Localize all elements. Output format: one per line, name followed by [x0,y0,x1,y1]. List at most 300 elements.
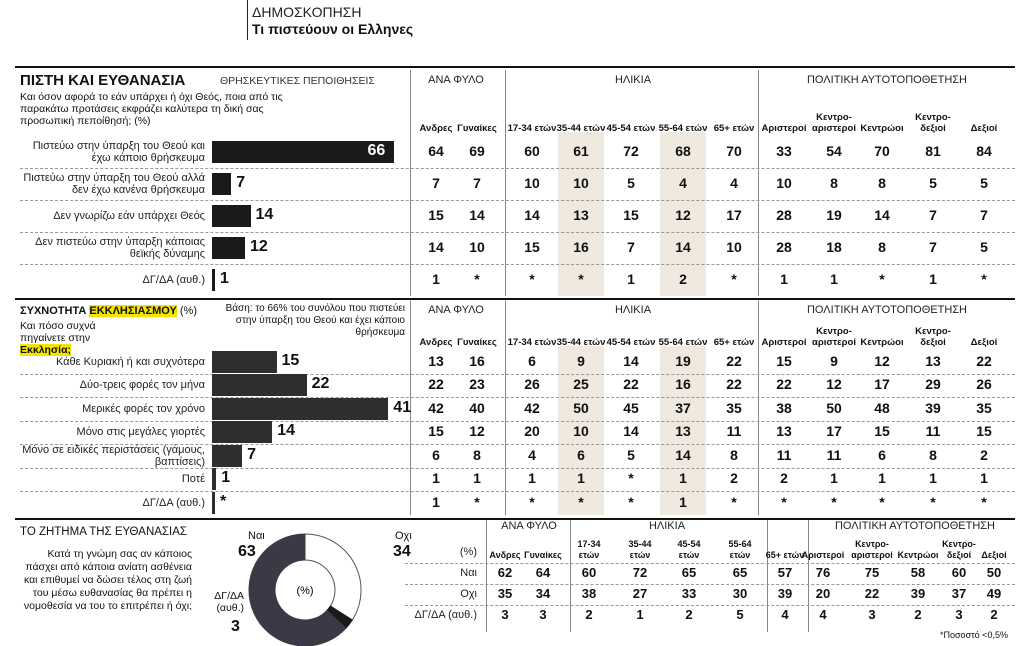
table-cell: * [474,493,480,510]
row-bar-value: 12 [250,238,268,255]
table-cell: * [981,271,987,287]
column-header: Κεντρώοι [860,123,904,134]
table-cell: 5 [980,239,988,255]
section1-question: Και όσον αφορά το εάν υπάρχει ή όχι Θεός, ποια από τις παρακάτω προτάσεις εκφράζει καλύτερα τη δική σας προσωπική πεποίθησή; (%) [20,91,283,127]
group-gender-header: ΑΝΑ ΦΥΛΟ [428,74,484,86]
table-cell: 15 [524,239,540,255]
header-subtitle: Τι πιστεύουν οι Ελληνες [252,21,414,37]
table-cell: 5 [929,175,937,191]
table-cell: 22 [726,352,742,369]
table-cell: 60 [581,565,597,580]
table-cell: 15 [623,207,639,223]
column-header: 65+ ετών [713,337,755,348]
row-bar [212,269,215,291]
row-label: Πιστεύω στην ύπαρξη του Θεού και έχω κάποιο θρήσκευμα [32,140,205,164]
row-bar [212,205,251,227]
table-cell: 10 [573,423,589,440]
table-cell: 14 [623,423,639,440]
table-cell: 22 [776,376,792,393]
table-cell: 14 [524,207,540,223]
table-cell: 7 [929,207,937,223]
section2-basis: Βάση: το 66% του συνόλου που πιστεύει στην ύπαρξη του Θεού και έχει κάποιο θρήσκευμα [225,303,405,338]
row-label: Δεν γνωρίζω εάν υπάρχει Θεός [53,210,205,222]
row-bar-value: 7 [247,445,256,463]
row-label: Ποτέ [181,473,205,486]
table-cell: 58 [910,565,926,580]
table-cell: 2 [585,607,593,622]
header-rule [247,0,248,40]
column-header: Αριστεροί [801,550,845,560]
column-header: Αριστεροί [761,337,807,348]
table-cell: 28 [776,239,792,255]
table-cell: 15 [874,423,890,440]
table-cell: 1 [980,470,988,487]
row-bar-value: 1 [221,469,231,487]
table-cell: 7 [473,175,481,191]
table-cell: * [529,271,535,287]
row-bar [212,421,272,443]
table-cell: 64 [428,143,444,159]
table-cell: * [628,470,634,487]
table-cell: 1 [577,470,585,487]
table-cell: 7 [929,239,937,255]
table-cell: 1 [878,470,886,487]
table-cell: 7 [432,175,440,191]
column-header: 17-34 ετών [507,337,557,348]
row-bar [212,398,388,420]
table-cell: 16 [675,376,691,393]
table-cell: 38 [776,399,792,416]
table-cell: 35 [976,399,992,416]
column-separator [410,70,411,296]
table-cell: 15 [428,207,444,223]
top-rule [15,66,1015,68]
table-cell: 72 [632,565,648,580]
row-bar-value: 7 [236,174,246,191]
column-header: Γυναίκες [457,337,497,348]
table-cell: 39 [910,586,926,601]
donut-no-slice [305,534,361,620]
table-cell: 25 [573,376,589,393]
table-cell: 9 [577,352,585,369]
table-cell: * [529,493,535,510]
table-cell: 22 [864,586,880,601]
table-cell: 12 [675,207,691,223]
column-header: 35-44 ετών [556,337,606,348]
row-bar [212,492,215,514]
table-cell: 30 [732,586,748,601]
table-cell: * [831,493,837,510]
table-cell: 23 [469,376,485,393]
table-cell: 2 [780,470,788,487]
table-cell: 10 [726,239,742,255]
row-label: Οχι [460,588,477,600]
table-cell: 19 [675,352,691,369]
table-cell: 17 [726,207,742,223]
table-cell: 16 [573,239,589,255]
table-cell: 22 [623,376,639,393]
row-divider [405,584,1015,585]
table-cell: 5 [627,175,635,191]
row-bar [212,468,216,490]
column-header: Κεντρο-δεξιοί [915,112,951,134]
table-cell: 1 [636,607,644,622]
donut-yes-label: Ναι [248,530,265,542]
table-cell: 15 [776,352,792,369]
column-header: Αριστεροί [761,123,807,134]
section3-question: Κατά τη γνώμη σας αν κάποιος πάσχει από κάποια ανίατη ασθένεια και επιθυμεί να δώσει τέλος στη ζωή του μέσω ευθανασίας θα πρέπει η νομοθεσία να του το επιτρέπει ή όχι; [23,548,192,612]
table-cell: 14 [623,352,639,369]
row-bar [212,351,277,373]
section2-title: ΣΥΧΝΟΤΗΤΑ ΕΚΚΛΗΣΙΑΣΜΟΥ (%) [20,305,197,317]
table-cell: 1 [929,271,937,287]
table-cell: 13 [776,423,792,440]
table-cell: 20 [524,423,540,440]
row-label: Κάθε Κυριακή ή και συχνότερα [55,355,205,368]
table-cell: 42 [524,399,540,416]
table-cell: 8 [878,175,886,191]
donut-center-label: (%) [296,585,314,597]
column-header: 17-34 ετών [507,123,557,134]
section3-title: ΤΟ ΖΗΤΗΜΑ ΤΗΣ ΕΥΘΑΝΑΣΙΑΣ [20,526,188,538]
table-cell: * [731,271,737,287]
table-cell: 8 [878,239,886,255]
table-cell: 19 [826,207,842,223]
column-header: 45-54 ετών [606,337,656,348]
row-bar [212,237,245,259]
column-header: Δεξιοί [970,123,998,134]
table-cell: 12 [826,376,842,393]
table-cell: 37 [951,586,967,601]
table-cell: 13 [428,352,444,369]
table-cell: 4 [781,607,789,622]
column-header: Κεντρο-δεξιοί [915,326,951,348]
table-cell: 1 [679,493,687,510]
table-cell: 5 [627,446,635,463]
table-cell: 1 [830,271,838,287]
row-label: Δύο-τρεις φορές τον μήνα [79,379,205,392]
table-cell: 14 [469,207,485,223]
column-header: Κεντρο-αριστεροί [812,112,856,134]
table-cell: 14 [428,239,444,255]
row-label: Μόνο σε ειδικές περιστάσεις (γάμους, βαπτίσεις) [22,443,205,468]
row-bar-value: 14 [277,422,295,440]
column-header: Γυναίκες [457,123,497,134]
table-cell: 17 [826,423,842,440]
table-cell: 10 [469,239,485,255]
table-cell: 70 [726,143,742,159]
table-cell: 33 [681,586,697,601]
column-header: Κεντρώοι [860,337,904,348]
group-age-header: ΗΛΙΚΙΑ [614,74,652,86]
row-bar-value: * [220,492,227,510]
row-divider [20,232,1015,233]
row-label: ΔΓ/ΔΑ (αυθ.) [414,609,477,621]
column-header: Ανδρες [489,550,521,560]
section1-title: ΠΙΣΤΗ ΚΑΙ ΕΥΘΑΝΑΣΙΑ [20,72,186,89]
row-label: ΔΓ/ΔΑ (αυθ.) [142,496,205,509]
row-bar [212,374,307,396]
column-header: 45-54 ετών [606,123,656,134]
table-cell: 2 [730,470,738,487]
row-bar-value: 66 [367,142,386,159]
row-bar [212,445,242,467]
donut-dk-label: ΔΓ/ΔΑ (αυθ.) [214,590,244,614]
table-cell: 13 [925,352,941,369]
table-cell: 29 [925,376,941,393]
table-cell: 3 [501,607,509,622]
table-cell: 75 [864,565,880,580]
table-cell: 57 [777,565,793,580]
table-cell: * [578,271,584,287]
column-separator [758,70,759,296]
table-cell: 50 [573,399,589,416]
column-header: Δεξιοί [981,550,1007,560]
row-bar [212,141,394,163]
column-header: Ανδρες [419,123,453,134]
column-separator [505,70,506,296]
table-cell: 2 [990,607,998,622]
section1-label: ΘΡΗΣΚΕΥΤΙΚΕΣ ΠΕΠΟΙΘΗΣΕΙΣ [220,75,375,87]
table-cell: 13 [675,423,691,440]
table-cell: 22 [976,352,992,369]
column-header: Γυναίκες [524,550,562,560]
section2-question: Και πόσο συχνά πηγαίνετε στην Εκκλησία; [20,320,96,356]
table-cell: 72 [623,143,639,159]
table-cell: 17 [874,376,890,393]
table-cell: 60 [524,143,540,159]
table-cell: 1 [679,470,687,487]
table-cell: 22 [726,376,742,393]
table-cell: 11 [776,446,792,463]
column-header: 65+ ετών [713,123,755,134]
table-cell: 68 [675,143,691,159]
row-bar-value: 15 [281,351,300,369]
table-cell: 1 [780,271,788,287]
table-cell: 6 [528,352,536,369]
table-cell: 7 [980,207,988,223]
table-cell: 5 [980,175,988,191]
row-divider [20,168,1015,169]
column-header: Κεντρο-δεξιοί [942,539,976,560]
table-cell: 2 [685,607,693,622]
table-cell: * [474,271,480,287]
table-cell: 37 [675,399,691,416]
table-cell: 1 [432,493,440,510]
table-cell: 8 [929,446,937,463]
table-cell: 15 [976,423,992,440]
column-header: 35-44 ετών [628,539,652,560]
table-cell: 28 [776,207,792,223]
table-cell: 54 [826,143,842,159]
column-header: 45-54 ετών [677,539,701,560]
table-cell: 65 [732,565,748,580]
table-cell: 49 [986,586,1002,601]
table-cell: 8 [830,175,838,191]
row-bar [212,173,231,195]
table-cell: 14 [675,446,691,463]
column-header: Κεντρο-αριστεροί [851,539,893,560]
donut-no-label: Οχι [395,530,412,542]
table-cell: 13 [573,207,589,223]
table-cell: 1 [528,470,536,487]
table-cell: 3 [539,607,547,622]
table-cell: 11 [826,446,842,463]
column-header: 17-34 ετών [577,539,601,560]
table-cell: 34 [535,586,551,601]
table-cell: 3 [955,607,963,622]
table-cell: * [731,493,737,510]
row-label: Ναι [460,567,477,579]
table-cell: 10 [776,175,792,191]
table-cell: 48 [874,399,890,416]
euthanasia-donut [240,530,370,646]
row-bar-value: 1 [220,270,229,287]
table-cell: 16 [469,352,485,369]
table-cell: 62 [497,565,513,580]
table-cell: 1 [627,271,635,287]
group-age-header: ΗΛΙΚΙΑ [614,304,652,316]
column-header: 65+ ετών [765,550,805,560]
table-cell: 14 [675,239,691,255]
table-cell: 64 [535,565,551,580]
table-cell: 8 [473,446,481,463]
table-cell: 69 [469,143,485,159]
table-cell: * [578,493,584,510]
table-cell: 2 [980,446,988,463]
header-kicker: ΔΗΜΟΣΚΟΠΗΣΗ [252,4,362,20]
table-cell: 26 [976,376,992,393]
table-cell: * [981,493,987,510]
row-label: Πιστεύω στην ύπαρξη του Θεού αλλά δεν έχω κανένα θρήσκευμα [23,172,205,196]
row-bar-value: 22 [311,375,330,393]
table-cell: 4 [819,607,827,622]
table-cell: * [628,493,634,510]
row-label: Μόνο στις μεγάλες γιορτές [76,426,205,439]
table-cell: 2 [914,607,922,622]
group-gender-header: ΑΝΑ ΦΥΛΟ [428,304,484,316]
table-cell: 33 [776,143,792,159]
table-cell: 50 [986,565,1002,580]
footnote: *Ποσοστό <0,5% [940,630,1008,640]
table-cell: 27 [632,586,648,601]
table-cell: 39 [925,399,941,416]
row-divider [405,605,1015,606]
table-cell: 10 [524,175,540,191]
table-cell: 7 [627,239,635,255]
table-cell: 1 [929,470,937,487]
table-cell: 35 [726,399,742,416]
table-cell: 14 [874,207,890,223]
table-cell: 8 [730,446,738,463]
column-header: 55-64 ετών [658,123,708,134]
table-cell: 20 [815,586,831,601]
table-cell: 76 [815,565,831,580]
table-cell: 6 [577,446,585,463]
table-cell: 65 [681,565,697,580]
table-cell: 12 [874,352,890,369]
section2-rule [15,298,1015,300]
row-divider [20,200,1015,201]
table-cell: 1 [432,271,440,287]
table-cell: 84 [976,143,992,159]
table-cell: 4 [730,175,738,191]
group-age-header: ΗΛΙΚΙΑ [648,520,686,532]
column-header: Κεντρο-αριστεροί [812,326,856,348]
table-cell: 26 [524,376,540,393]
row-divider [20,264,1015,265]
table-cell: 10 [573,175,589,191]
table-cell: 38 [581,586,597,601]
table-cell: 15 [428,423,444,440]
table-cell: 61 [573,143,589,159]
table-cell: 11 [925,423,941,440]
table-cell: 60 [951,565,967,580]
row-divider [405,563,1015,564]
table-cell: 70 [874,143,890,159]
table-cell: 1 [473,470,481,487]
table-cell: 81 [925,143,941,159]
table-cell: 35 [497,586,513,601]
group-political-header: ΠΟΛΙΤΙΚΗ ΑΥΤΟΤΟΠΟΘΕΤΗΣΗ [806,304,968,316]
section2-title-highlight: ΕΚΚΛΗΣΙΑΣΜΟΥ [89,305,177,317]
table-cell: 4 [679,175,687,191]
table-cell: 18 [826,239,842,255]
pct-label: (%) [459,546,477,558]
row-label: Δεν πιστεύω στην ύπαρξη κάποιας θεϊκής δύναμης [35,236,205,260]
table-cell: 1 [830,470,838,487]
table-cell: 2 [679,271,687,287]
column-separator [758,300,759,515]
column-header: 35-44 ετών [556,123,606,134]
table-cell: * [879,271,885,287]
donut-dk-value: 3 [231,618,240,635]
donut-no-value: 34 [393,543,411,560]
column-separator [505,300,506,515]
table-cell: 6 [432,446,440,463]
table-cell: 1 [432,470,440,487]
table-cell: 3 [868,607,876,622]
table-cell: 50 [826,399,842,416]
column-header: Κεντρώοι [897,550,939,560]
table-cell: 42 [428,399,444,416]
section2-question-highlight: Εκκλησία; [20,344,72,356]
row-label: Μερικές φορές τον χρόνο [82,402,205,415]
table-cell: 9 [830,352,838,369]
column-header: Δεξιοί [970,337,998,348]
table-cell: 39 [777,586,793,601]
table-cell: 4 [528,446,536,463]
table-cell: * [781,493,787,510]
table-cell: * [930,493,936,510]
column-header: 55-64 ετών [728,539,752,560]
row-label: ΔΓ/ΔΑ (αυθ.) [142,274,205,286]
table-cell: 11 [726,423,742,440]
table-cell: 12 [469,423,485,440]
row-bar-value: 41 [393,398,412,416]
donut-yes-value: 63 [238,543,256,560]
group-political-header: ΠΟΛΙΤΙΚΗ ΑΥΤΟΤΟΠΟΘΕΤΗΣΗ [806,74,968,86]
table-cell: 22 [428,376,444,393]
group-gender-header: ΑΝΑ ΦΥΛΟ [501,520,557,532]
table-cell: 40 [469,399,485,416]
column-header: Ανδρες [419,337,453,348]
table-cell: * [879,493,885,510]
table-cell: 45 [623,399,639,416]
table-cell: 6 [878,446,886,463]
group-political-header: ΠΟΛΙΤΙΚΗ ΑΥΤΟΤΟΠΟΘΕΤΗΣΗ [834,520,996,532]
column-header: 55-64 ετών [658,337,708,348]
